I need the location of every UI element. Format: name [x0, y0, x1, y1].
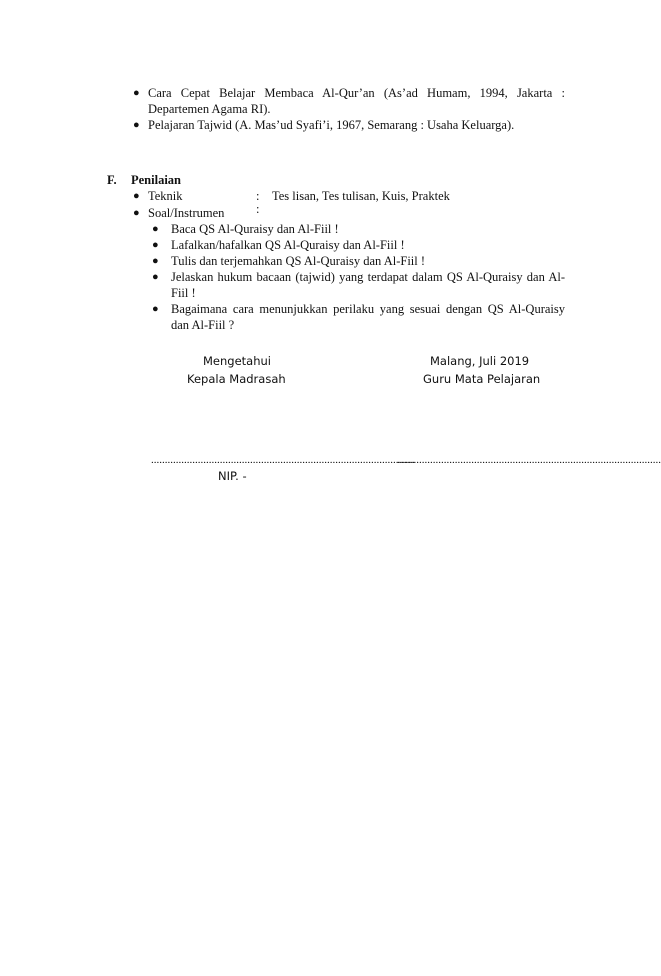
bullet-icon: ●	[152, 271, 159, 283]
reference-1-line-1: Cara Cepat Belajar Membaca Al-Qur’an (As’ad Humam, 1994, Jakarta :	[148, 86, 565, 100]
reference-1-line-2: Departemen Agama RI).	[148, 102, 271, 116]
signature-right-line-2: Guru Mata Pelajaran	[423, 372, 541, 386]
bullet-icon: ●	[152, 303, 159, 315]
bullet-icon: ●	[152, 223, 159, 235]
bullet-icon: ●	[133, 190, 140, 202]
section-letter: F.	[107, 173, 117, 187]
signature-left-line-2: Kepala Madrasah	[187, 372, 286, 386]
reference-2-line-1: Pelajaran Tajwid (A. Mas’ud Syafi’i, 1967, Semarang : Usaha Keluarga).	[148, 118, 515, 132]
teknik-value: Tes lisan, Tes tulisan, Kuis, Praktek	[272, 189, 450, 203]
bullet-icon: ●	[152, 239, 159, 251]
bullet-icon: ●	[152, 255, 159, 267]
soal-colon: :	[256, 202, 260, 216]
question-1: Baca QS Al-Quraisy dan Al-Fiil !	[171, 222, 339, 236]
signature-left-nip: NIP. -	[218, 469, 247, 483]
question-4-line-1: Jelaskan hukum bacaan (tajwid) yang terdapat dalam QS Al-Quraisy dan Al-	[171, 270, 565, 284]
signature-left-line-1: Mengetahui	[203, 354, 271, 368]
signature-left-dotline: ................................................................................................	[151, 454, 415, 466]
signature-right-dotline: ................................................................................................	[397, 454, 661, 466]
bullet-icon: ●	[133, 207, 140, 219]
question-2: Lafalkan/hafalkan QS Al-Quraisy dan Al-Fiil !	[171, 238, 405, 252]
section-title: Penilaian	[131, 173, 182, 187]
question-5-line-2: dan Al-Fiil ?	[171, 318, 235, 332]
soal-label: Soal/Instrumen	[148, 206, 225, 220]
teknik-colon: :	[256, 189, 260, 203]
teknik-label: Teknik	[148, 189, 183, 203]
question-3: Tulis dan terjemahkan QS Al-Quraisy dan Al-Fiil !	[171, 254, 426, 268]
signature-right-line-1: Malang, Juli 2019	[430, 354, 530, 368]
question-5-line-1: Bagaimana cara menunjukkan perilaku yang sesuai dengan QS Al-Quraisy	[171, 302, 565, 316]
bullet-icon: ●	[133, 87, 140, 99]
bullet-icon: ●	[133, 119, 140, 131]
question-4-line-2: Fiil !	[171, 286, 196, 300]
